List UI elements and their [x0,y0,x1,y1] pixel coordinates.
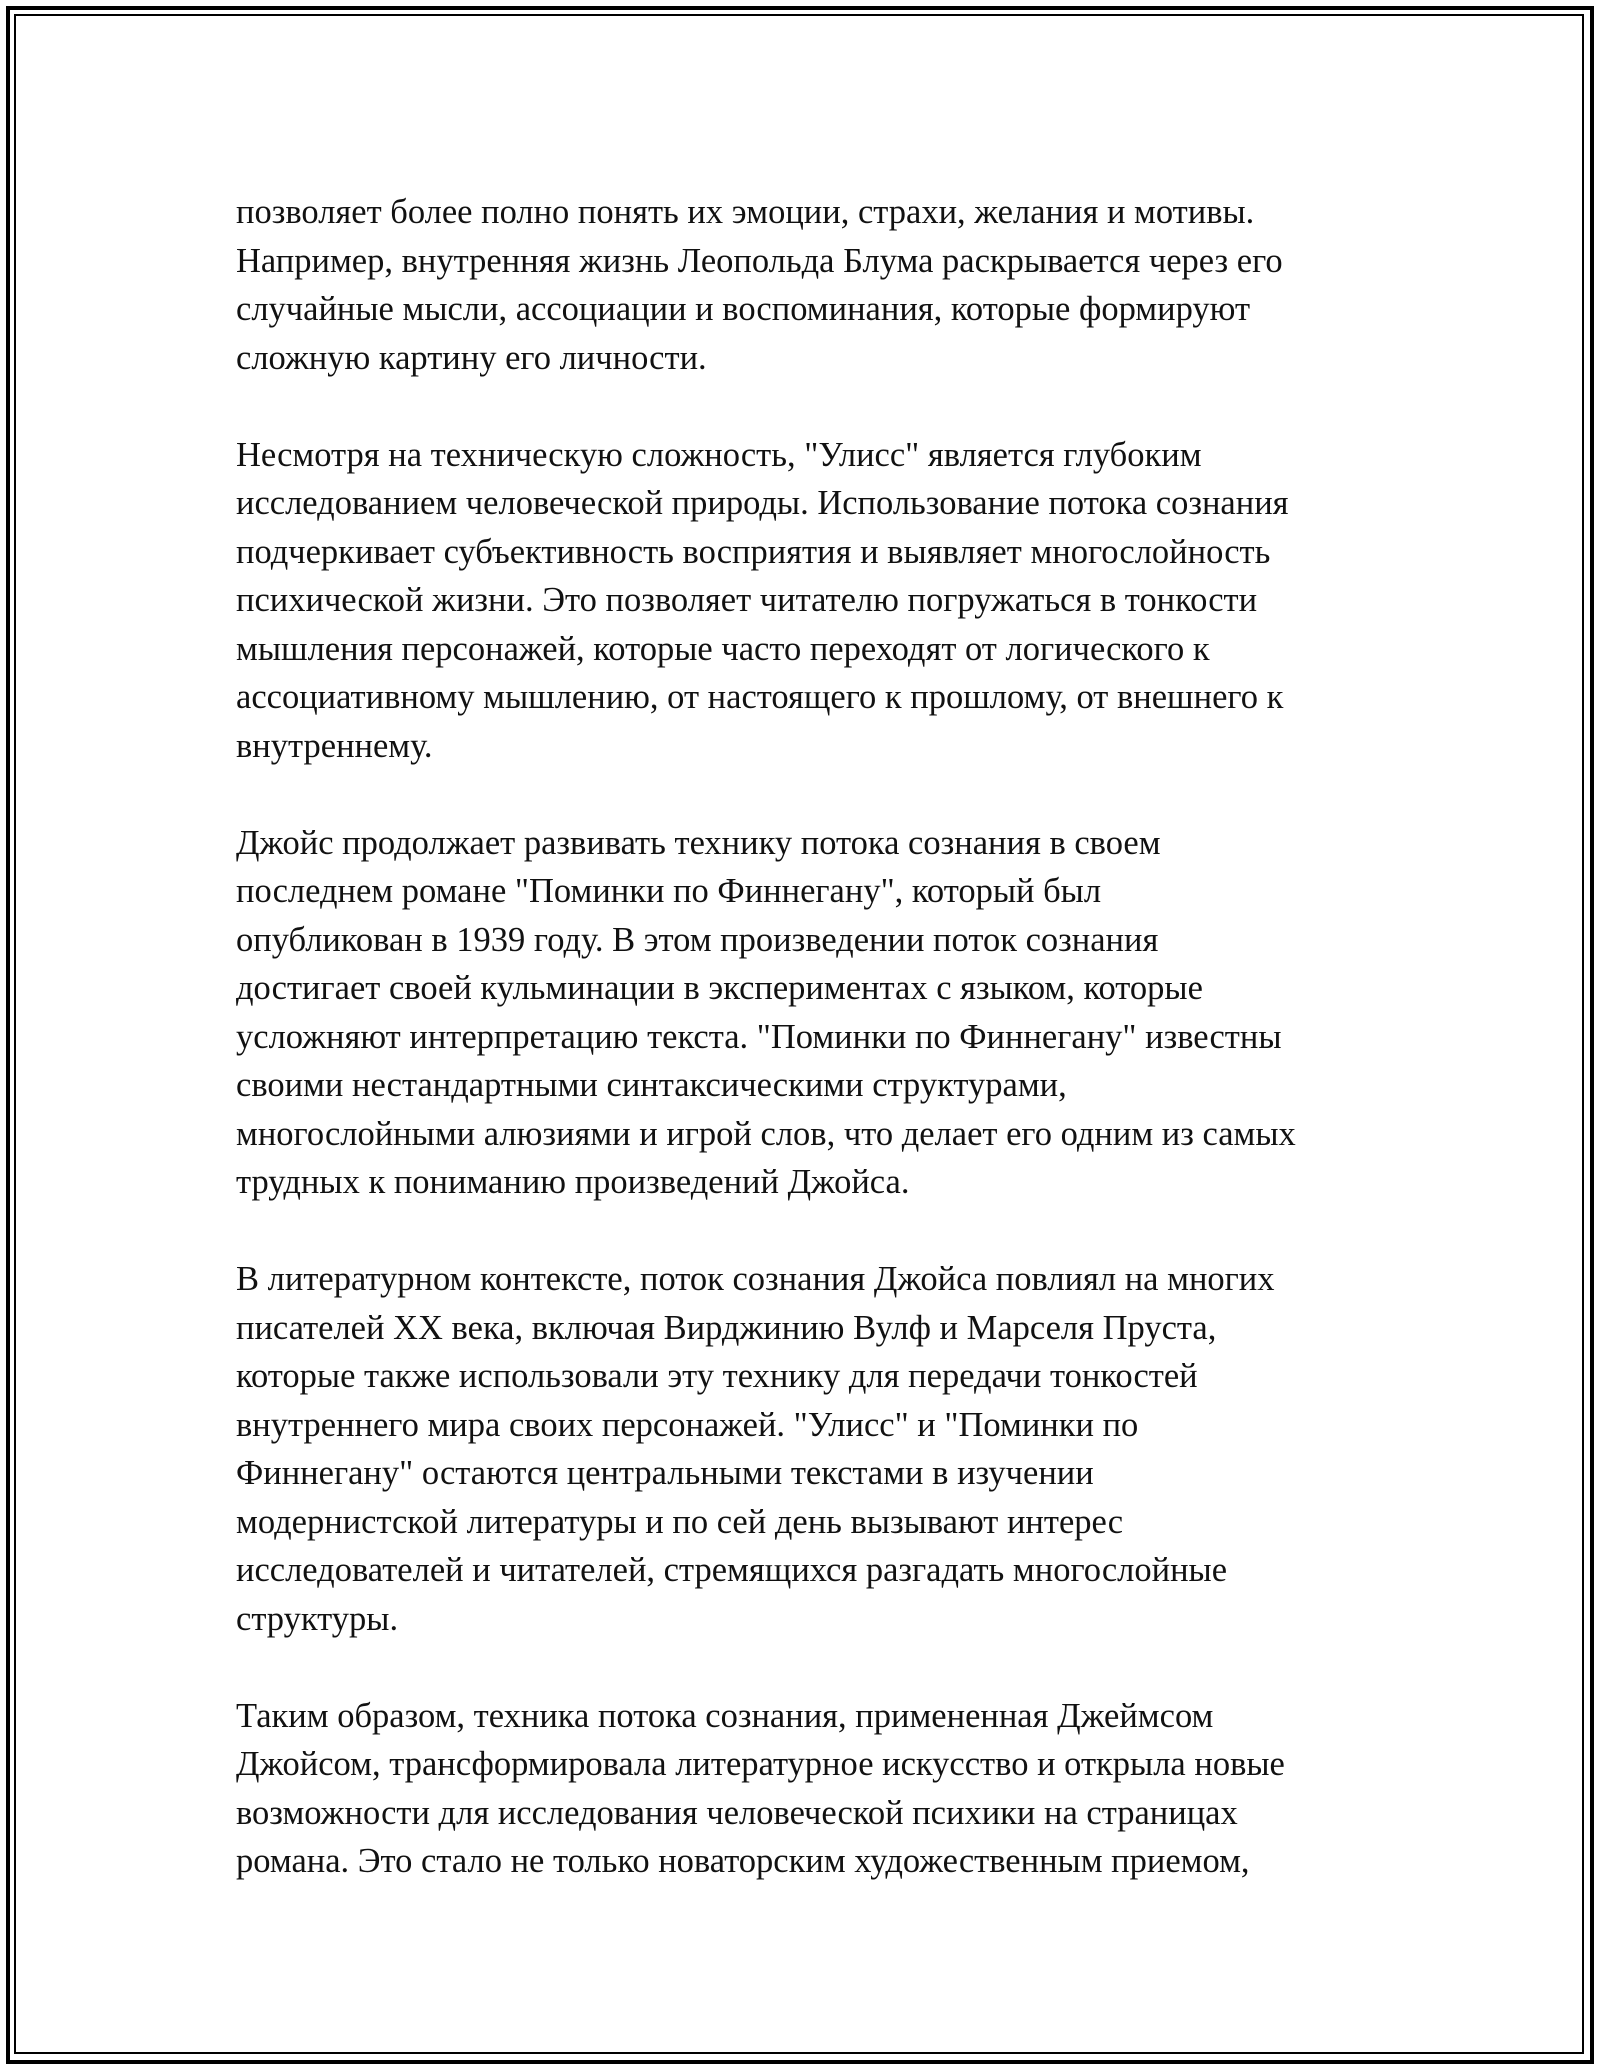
paragraph-2: Несмотря на техническую сложность, "Улисс" является глубоким исследованием человеческой природы. Использование потока сознания подчеркивает субъективность восприятия и выявляет многослойность психической жизни. Это позволяет читателю погружаться в тонкости мышления персонажей, которые часто переходят от логического к ассоциативному мышлению, от настоящего к прошлому, от внешнего к внутреннему. [236,435,1289,765]
paragraph-1: позволяет более полно понять их эмоции, страхи, желания и мотивы. Например, внутренняя жизнь Леопольда Блума раскрывается через его случайные мысли, ассоциации и воспоминания, которые формируют сложную картину его личности. [236,193,1283,377]
paragraph-3: Джойс продолжает развивать технику потока сознания в своем последнем романе "Поминки по Финнегану", который был опубликован в 1939 году. В этом произведении поток сознания достигает своей кульминации в экспериментах с языком, которые усложняют интерпретацию текста. "Поминки по Финнегану" известны своими нестандартными синтаксическими структурами, многослойными алюзиями и игрой слов, что делает его одним из самых трудных к пониманию произведений Джойса. [236,823,1296,1201]
document-body [236,188,1376,1886]
paragraph-4: В литературном контексте, поток сознания Джойса повлиял на многих писателей XX века, включая Вирджинию Вулф и Марселя Пруста, которые также использовали эту технику для передачи тонкостей внутреннего мира своих персонажей. "Улисс" и "Поминки по Финнегану" остаются центральными текстами в изучении модернистской литературы и по сей день вызывают интерес исследователей и читателей, стремящихся разгадать многослойные структуры. [236,1260,1275,1638]
paragraph-5: Таким образом, техника потока сознания, примененная Джеймсом Джойсом, трансформировала литературное искусство и открыла новые возможности для исследования человеческой психики на страницах романа. Это стало не только новаторским художественным приемом, [236,1696,1285,1880]
